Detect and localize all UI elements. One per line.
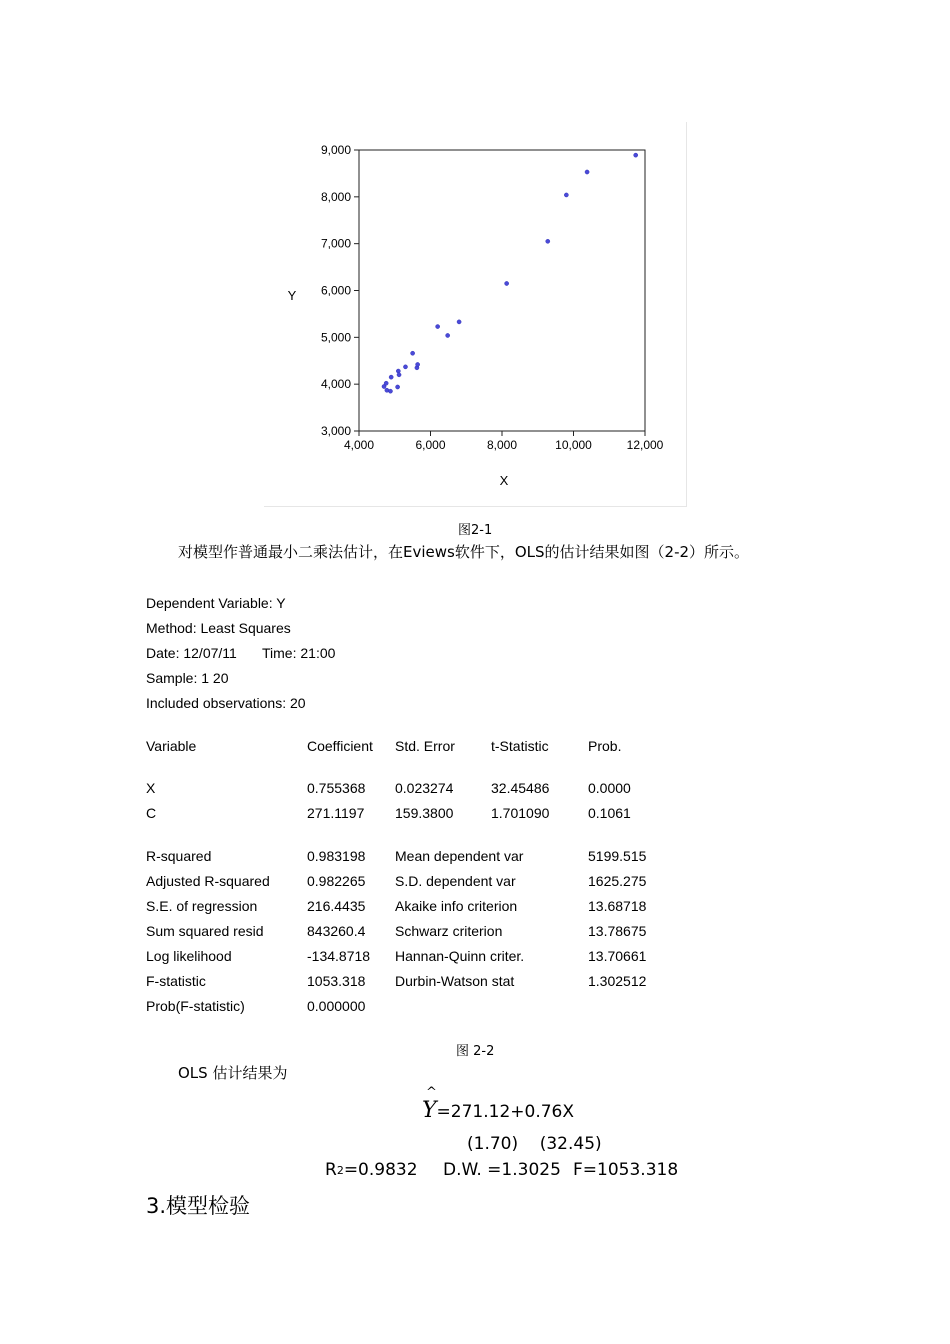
col-header-variable: Variable	[146, 738, 197, 754]
stat-value: 0.000000	[307, 998, 366, 1014]
y-tick-label: 7,000	[320, 236, 351, 251]
dependent-variable: Dependent Variable: Y	[146, 595, 286, 611]
stat-label: Sum squared resid	[146, 923, 264, 939]
scatter-point	[397, 373, 401, 377]
x-tick-label: 12,000	[626, 438, 664, 452]
scatter-point	[546, 239, 550, 243]
y-hat-symbol	[422, 1085, 437, 1123]
included-observations: Included observations: 20	[146, 695, 306, 711]
r2-subscript: 2	[336, 1164, 344, 1177]
x-axis-ticks	[344, 431, 664, 452]
x-tick-label: 10,000	[555, 438, 592, 452]
row-c-coefficient: 271.1197	[307, 805, 365, 821]
stat-label: S.E. of regression	[146, 898, 258, 914]
stat-value: 1.302512	[588, 973, 647, 989]
row-c-t-statistic: 1.701090	[491, 805, 550, 821]
y-tick-label: 4,000	[320, 377, 351, 392]
date: Date: 12/07/11	[146, 645, 237, 661]
stat-value: 5199.515	[588, 848, 647, 864]
stat-label: R-squared	[146, 848, 212, 864]
scatter-point	[403, 365, 407, 369]
x-tick-label: 6,000	[415, 438, 446, 452]
scatter-point	[388, 389, 392, 393]
col-header-prob: Prob.	[588, 738, 622, 754]
y-axis-ticks	[321, 143, 359, 438]
x-tick-label: 4,000	[343, 438, 375, 452]
plot-area	[359, 150, 645, 431]
row-x-t-statistic: 32.45486	[491, 780, 550, 796]
f-statistic-summary: F=1053.318	[573, 1160, 679, 1180]
durbin-watson-summary: D.W. =1.3025	[443, 1160, 561, 1180]
stat-label: S.D. dependent var	[395, 873, 516, 889]
scatter-point	[505, 281, 509, 285]
method: Method: Least Squares	[146, 620, 291, 636]
y-tick-label: 5,000	[320, 330, 351, 345]
stat-value: 13.70661	[588, 948, 647, 964]
y-tick-label: 8,000	[320, 189, 351, 204]
row-x-std-error: 0.023274	[395, 780, 454, 796]
stat-label: Hannan-Quinn criter.	[395, 948, 525, 964]
figure-2-1-caption: 图2-1	[458, 523, 493, 538]
scatter-point	[389, 375, 393, 379]
stat-value: 13.68718	[588, 898, 647, 914]
stat-value: 0.982265	[307, 873, 366, 889]
figure-2-2-caption: 图 2-2	[456, 1044, 495, 1059]
y-tick-label: 3,000	[320, 424, 351, 438]
x-axis-label: X	[499, 473, 509, 488]
y-axis-label: Y	[287, 288, 297, 303]
scatter-point	[585, 170, 589, 174]
r2-value: =0.9832	[343, 1160, 418, 1180]
stat-label: Durbin-Watson stat	[395, 973, 515, 989]
col-header-coefficient: Coefficient	[307, 738, 373, 754]
scatter-point	[446, 333, 450, 337]
scatter-chart	[264, 122, 686, 506]
scatter-point	[634, 153, 638, 157]
stat-value: 0.983198	[307, 848, 366, 864]
row-x-variable: X	[146, 780, 156, 796]
scatter-point	[416, 362, 420, 366]
y-tick-label: 6,000	[320, 283, 351, 298]
scatter-point	[411, 351, 415, 355]
hat-accent: ^	[426, 1085, 437, 1100]
col-header-t-statistic: t-Statistic	[491, 738, 549, 754]
equation-rhs: =271.12+0.76X	[436, 1102, 575, 1122]
col-header-std-error: Std. Error	[395, 738, 455, 754]
ols-result-label: OLS 估计结果为	[178, 1064, 288, 1082]
stat-value: -134.8718	[307, 948, 371, 964]
stat-label: Prob(F-statistic)	[146, 998, 245, 1014]
stat-value: 216.4435	[307, 898, 366, 914]
stat-value: 1625.275	[588, 873, 647, 889]
y-tick-label: 9,000	[320, 143, 351, 157]
stat-value: 1053.318	[307, 973, 366, 989]
scatter-point	[396, 369, 400, 373]
scatter-point	[396, 385, 400, 389]
row-c-variable: C	[146, 805, 157, 821]
r-squared-summary	[325, 1160, 418, 1180]
t-statistics-line: (1.70) (32.45)	[467, 1134, 602, 1154]
stat-value: 843260.4	[307, 923, 366, 939]
row-x-prob: 0.0000	[588, 780, 631, 796]
row-c-prob: 0.1061	[588, 805, 631, 821]
stat-value: 13.78675	[588, 923, 647, 939]
stat-label: Log likelihood	[146, 948, 232, 964]
y-symbol: Y	[422, 1098, 437, 1123]
row-x-coefficient: 0.755368	[307, 780, 366, 796]
regression-equation	[422, 1085, 575, 1123]
scatter-point	[436, 324, 440, 328]
r2-letter: R	[325, 1160, 337, 1180]
intro-paragraph: 对模型作普通最小二乘法估计，在Eviews软件下，OLS的估计结果如图（2-2）所示。	[178, 543, 750, 561]
stat-label: Schwarz criterion	[395, 923, 503, 939]
scatter-point	[384, 381, 388, 385]
scatter-point	[457, 320, 461, 324]
scatter-point	[564, 193, 568, 197]
sample: Sample: 1 20	[146, 670, 229, 686]
x-tick-label: 8,000	[486, 438, 518, 452]
row-c-std-error: 159.3800	[395, 805, 454, 821]
stat-label: Mean dependent var	[395, 848, 524, 864]
section-heading: 3.模型检验	[146, 1194, 251, 1218]
time: Time: 21:00	[262, 645, 336, 661]
stat-label: Akaike info criterion	[395, 898, 518, 914]
stat-label: F-statistic	[146, 973, 206, 989]
stat-label: Adjusted R-squared	[146, 873, 270, 889]
